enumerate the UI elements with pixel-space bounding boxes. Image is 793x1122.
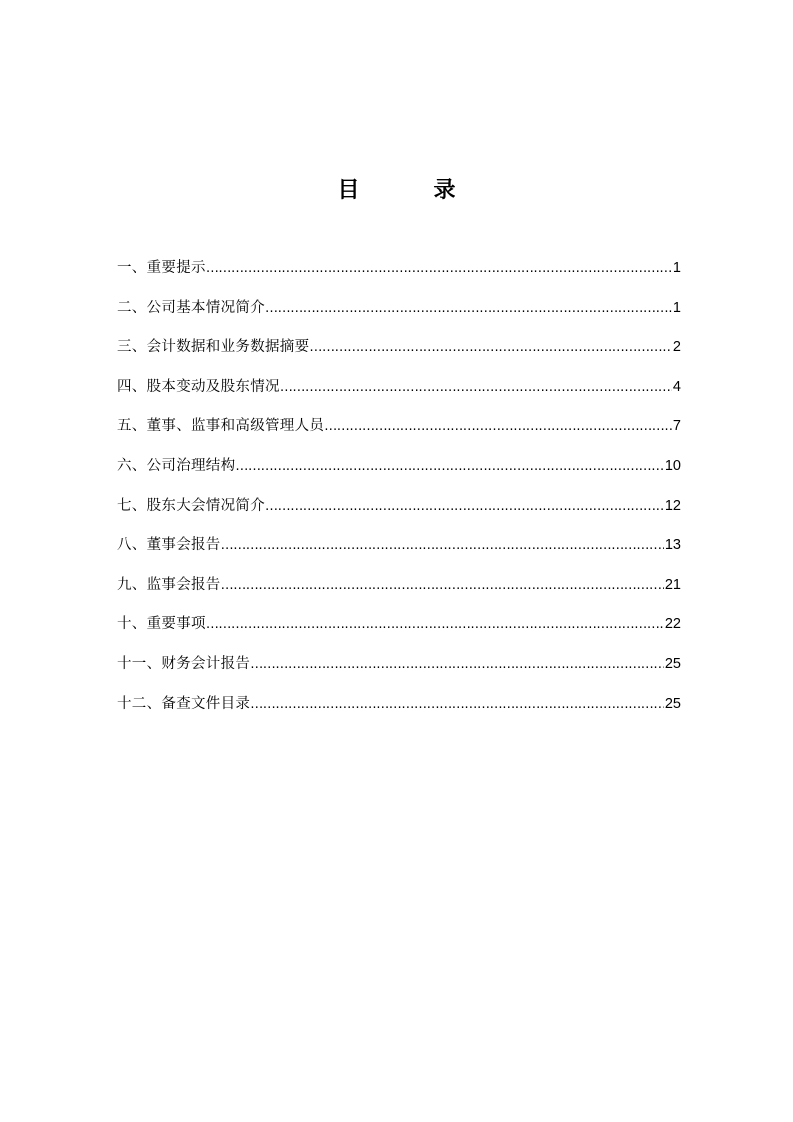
toc-entry-3[interactable] bbox=[117, 334, 681, 374]
toc-entry-page: 21 bbox=[664, 576, 681, 593]
toc-dot-leader bbox=[309, 335, 672, 361]
toc-dot-leader bbox=[206, 256, 672, 282]
toc-entry-label: 三、会计数据和业务数据摘要 bbox=[117, 339, 310, 356]
toc-dot-leader bbox=[265, 296, 672, 322]
toc-entry-page: 25 bbox=[664, 695, 681, 712]
toc-entry-page: 1 bbox=[672, 299, 681, 316]
toc-entry-page: 13 bbox=[664, 537, 681, 554]
toc-dot-leader bbox=[280, 375, 672, 401]
toc-entry-page: 1 bbox=[672, 260, 681, 276]
toc-dot-leader bbox=[250, 652, 664, 678]
toc-entry-11[interactable] bbox=[117, 651, 681, 691]
table-of-contents bbox=[117, 255, 681, 730]
toc-entry-label: 十一、财务会计报告 bbox=[117, 655, 251, 672]
toc-entry-label: 七、股东大会情况简介 bbox=[117, 497, 265, 514]
toc-entry-label: 一、重要提示 bbox=[117, 260, 206, 276]
toc-entry-label: 八、董事会报告 bbox=[117, 537, 221, 554]
toc-entry-label: 五、董事、监事和高级管理人员 bbox=[117, 418, 325, 435]
toc-entry-6[interactable] bbox=[117, 453, 681, 493]
toc-dot-leader bbox=[206, 612, 664, 638]
toc-entry-label: 十、重要事项 bbox=[117, 616, 206, 633]
toc-entry-4[interactable] bbox=[117, 374, 681, 414]
toc-entry-page: 12 bbox=[664, 497, 681, 514]
toc-entry-2[interactable] bbox=[117, 295, 681, 335]
toc-entry-9[interactable] bbox=[117, 572, 681, 612]
toc-entry-page: 7 bbox=[672, 418, 681, 435]
toc-dot-leader bbox=[250, 692, 664, 718]
toc-entry-page: 25 bbox=[664, 655, 681, 672]
toc-entry-label: 六、公司治理结构 bbox=[117, 457, 236, 474]
toc-entry-page: 2 bbox=[672, 339, 681, 356]
toc-entry-label: 四、股本变动及股东情况 bbox=[117, 378, 280, 395]
toc-dot-leader bbox=[235, 454, 663, 480]
toc-dot-leader bbox=[221, 533, 664, 559]
toc-entry-label: 九、监事会报告 bbox=[117, 576, 221, 593]
toc-entry-label: 十二、备查文件目录 bbox=[117, 695, 251, 712]
toc-entry-page: 22 bbox=[664, 616, 681, 633]
toc-dot-leader bbox=[265, 494, 664, 520]
toc-dot-leader bbox=[324, 414, 672, 440]
toc-entry-1[interactable] bbox=[117, 255, 681, 295]
toc-dot-leader bbox=[221, 573, 664, 599]
toc-entry-page: 10 bbox=[664, 457, 681, 474]
toc-entry-12[interactable] bbox=[117, 691, 681, 731]
toc-entry-page: 4 bbox=[672, 378, 681, 395]
toc-entry-5[interactable] bbox=[117, 413, 681, 453]
toc-entry-8[interactable] bbox=[117, 532, 681, 572]
toc-entry-10[interactable] bbox=[117, 611, 681, 651]
toc-entry-label: 二、公司基本情况简介 bbox=[117, 299, 265, 316]
toc-entry-7[interactable] bbox=[117, 493, 681, 533]
page-title: 目 录 bbox=[337, 178, 482, 203]
